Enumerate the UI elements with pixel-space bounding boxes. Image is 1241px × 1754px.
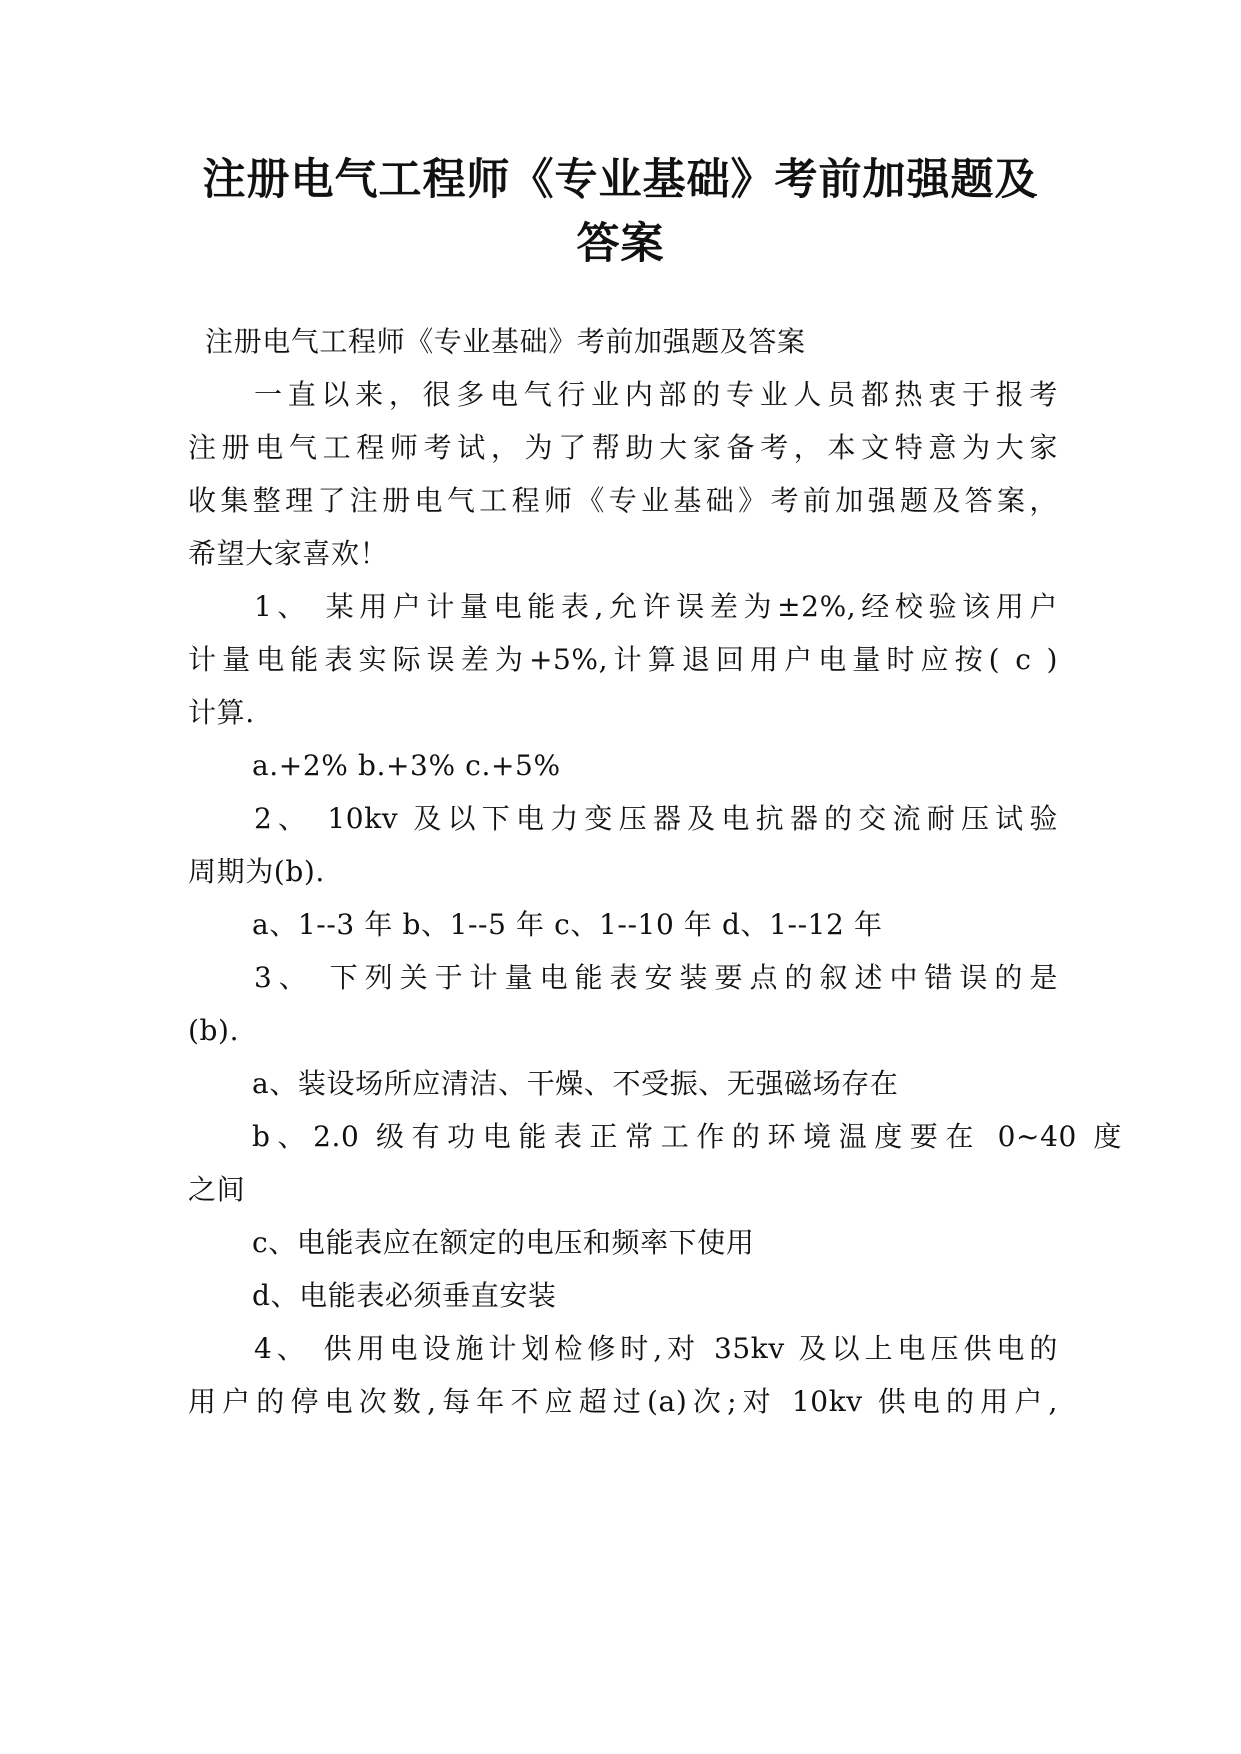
question-2-line-1: 2、 10kv 及以下电力变压器及电抗器的交流耐压试验: [254, 802, 1058, 835]
question-1-line-1: 1、 某用户计量电能表,允许误差为±2%,经校验该用户: [254, 590, 1058, 623]
question-3-option-a: a、装设场所应清洁、干燥、不受振、无强磁场存在: [252, 1067, 899, 1100]
intro-line-4: 希望大家喜欢！: [188, 537, 389, 570]
question-3-line-1: 3、 下列关于计量电能表安装要点的叙述中错误的是: [254, 961, 1058, 994]
question-1-line-3: 计算.: [188, 696, 255, 729]
question-2-options: a、1--3 年 b、1--5 年 c、1--10 年 d、1--12 年: [252, 908, 883, 941]
intro-line-1: 一直以来，很多电气行业内部的专业人员都热衷于报考: [254, 378, 1058, 411]
question-4-line-1: 4、 供用电设施计划检修时,对 35kv 及以上电压供电的: [254, 1332, 1058, 1365]
title-line-1: 注册电气工程师《专业基础》考前加强题及: [202, 155, 1039, 205]
question-4-line-2: 用户的停电次数,每年不应超过(a)次;对 10kv 供电的用户,: [188, 1385, 1058, 1418]
question-1-options: a.+2% b.+3% c.+5%: [252, 749, 561, 782]
intro-line-2: 注册电气工程师考试，为了帮助大家备考，本文特意为大家: [188, 431, 1058, 464]
question-1-line-2: 计量电能表实际误差为+5%,计算退回用户电量时应按( c ): [188, 643, 1058, 676]
question-3-line-2: (b).: [188, 1014, 240, 1047]
question-3-option-c: c、电能表应在额定的电压和频率下使用: [252, 1226, 755, 1259]
document-title: [160, 148, 1081, 276]
question-2-line-2: 周期为(b).: [188, 855, 325, 888]
subtitle-line: 注册电气工程师《专业基础》考前加强题及答案: [205, 325, 806, 358]
question-3-option-b-line-2: 之间: [188, 1173, 246, 1206]
question-3-option-b-line-1: b、2.0 级有功电能表正常工作的环境温度要在 0~40 度: [252, 1120, 1122, 1153]
title-line-2: 答案: [576, 219, 665, 269]
question-3-option-d: d、电能表必须垂直安装: [252, 1279, 557, 1312]
intro-line-3: 收集整理了注册电气工程师《专业基础》考前加强题及答案，: [188, 484, 1058, 517]
